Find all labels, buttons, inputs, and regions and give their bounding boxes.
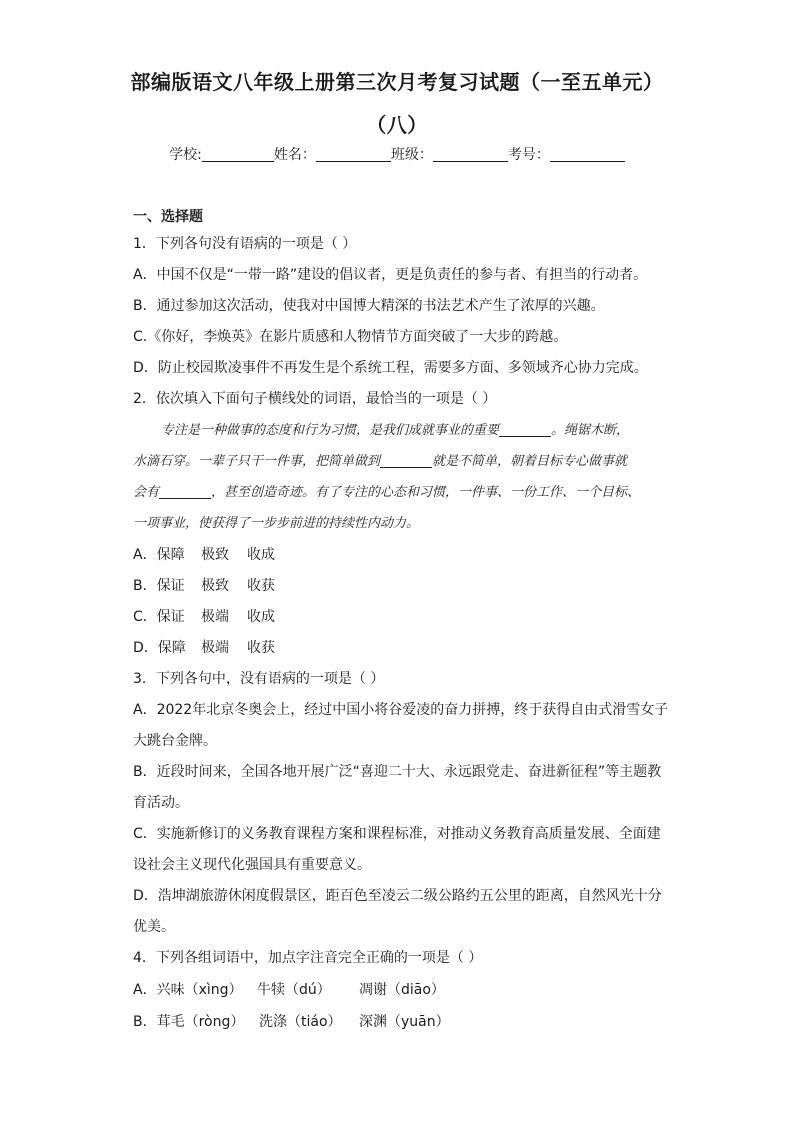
- name-field[interactable]: [316, 147, 391, 162]
- q2-option-a: A．保障 极致 收成: [133, 547, 275, 563]
- exam-no-field[interactable]: [550, 147, 625, 162]
- blank-2: [380, 453, 432, 468]
- page-subtitle: （八）: [366, 113, 428, 137]
- q1-option-d: D．防止校园欺凌事件不再发生是个系统工程，需要多方面、多领域齐心协力完成。: [133, 360, 648, 376]
- q2-passage: [133, 415, 673, 539]
- q1-option-c: C.《你好，李焕英》在影片质感和人物情节方面突破了一大步的跨越。: [133, 329, 568, 345]
- q3-option-d-cont: 优美。: [133, 919, 175, 935]
- section-title: 一、选择题: [133, 209, 203, 225]
- q3-option-c-cont: 设社会主义现代化强国具有重要意义。: [133, 857, 371, 873]
- class-field[interactable]: [433, 147, 508, 162]
- q3-option-c: C．实施新修订的义务教育课程方案和课程标准，对推动义务教育高质量发展、全面建: [133, 826, 661, 842]
- q1-option-a: A．中国不仅是“一带一路”建设的倡议者，更是负责任的参与者、有担当的行动者。: [133, 267, 648, 283]
- passage-line-2: 水滴石穿。一辈子只干一件事，把简单做到 就是不简单，朝着目标专心做事就: [133, 454, 628, 469]
- passage-line-1: 专注是一种做事的态度和行为习惯，是我们成就事业的重要 。绳锯木断，: [161, 423, 630, 438]
- exam-no-label: 考号：: [507, 147, 550, 163]
- q3-option-a-cont: 大跳台金牌。: [133, 733, 217, 749]
- class-label: 班级：: [390, 147, 433, 163]
- q1-stem: 1．下列各句没有语病的一项是（ ）: [133, 236, 357, 252]
- blank-1: [499, 422, 551, 437]
- page-title: 部编版语文八年级上册第三次月考复习试题（一至五单元）: [130, 70, 664, 94]
- school-label: 学校:: [169, 147, 202, 163]
- q4-option-a: A．兴味（xìng） 牛犊（dú） 凋谢（diāo）: [133, 982, 445, 998]
- q3-option-b: B．近段时间来，全国各地开展广泛“喜迎二十大、永远跟党走、奋进新征程”等主题教: [133, 764, 662, 780]
- school-field[interactable]: [202, 147, 274, 162]
- q2-stem: 2．依次填入下面句子横线处的词语，最恰当的一项是（ ）: [133, 391, 497, 407]
- q3-stem: 3．下列各句中，没有语病的一项是（ ）: [133, 671, 385, 687]
- passage-line-3: 会有 ，甚至创造奇迹。有了专注的心态和习惯，一件事、一份工作、一个目标、: [133, 485, 641, 500]
- q4-stem: 4．下列各组词语中，加点字注音完全正确的一项是（ ）: [133, 950, 483, 966]
- name-label: 姓名：: [273, 147, 316, 163]
- q3-option-a: A．2022年北京冬奥会上，经过中国小将谷爱凌的奋力拼搏，终于获得自由式滑雪女子: [133, 702, 669, 718]
- q2-option-c: C．保证 极端 收成: [133, 609, 275, 625]
- passage-line-4: 一项事业，使获得了一步步前进的持续性内动力。: [133, 516, 420, 531]
- q2-option-d: D．保障 极端 收获: [133, 640, 275, 656]
- blank-3: [159, 484, 211, 499]
- q1-option-b: B．通过参加这次活动，使我对中国博大精深的书法艺术产生了浓厚的兴趣。: [133, 298, 605, 314]
- q3-option-b-cont: 育活动。: [133, 795, 189, 811]
- q3-option-d: D．浩坤湖旅游休闲度假景区，距百色至凌云二级公路约五公里的距离，自然风光十分: [133, 888, 662, 904]
- q4-option-b: B．茸毛（ròng） 洗涤（tiáo） 深渊（yuān）: [133, 1014, 450, 1030]
- q2-option-b: B．保证 极致 收获: [133, 578, 275, 594]
- student-info-row: [0, 144, 794, 164]
